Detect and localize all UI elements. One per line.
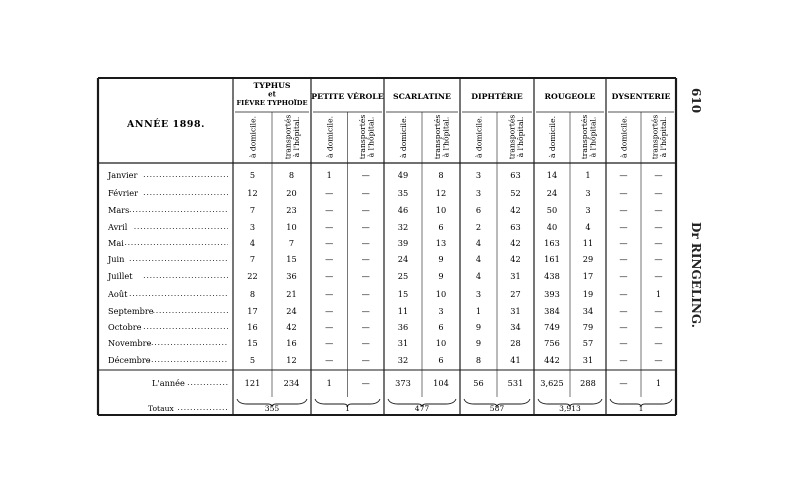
table-cell: — — [654, 222, 663, 232]
table-cell: 4 — [475, 254, 482, 264]
disease-name: DIPHTÉRIE — [471, 92, 523, 101]
table-cell: 63 — [510, 170, 521, 180]
subheader-transportes: transportés — [507, 114, 517, 160]
table-cell: 32 — [397, 355, 409, 365]
table-cell: 34 — [582, 306, 594, 316]
table-cell: 24 — [286, 306, 297, 316]
table-cell: — — [619, 289, 628, 299]
table-cell: 1 — [475, 306, 482, 316]
table-cell: 29 — [582, 254, 594, 264]
table-cell: 749 — [544, 322, 560, 332]
subheader-a-domicile: à domicile. — [325, 115, 335, 159]
table-cell: — — [619, 222, 628, 232]
subheader-transportes: à l'hôpital. — [659, 116, 668, 158]
table-cell: 23 — [286, 205, 297, 215]
table-cell: 46 — [397, 205, 409, 215]
table-cell: — — [325, 338, 334, 348]
table-cell: 8 — [249, 289, 256, 299]
table-cell: 31 — [582, 355, 594, 365]
table-cell: 6 — [438, 322, 444, 332]
table-cell: 9 — [438, 254, 444, 264]
table-cell: — — [361, 322, 370, 332]
table-cell: 9 — [438, 271, 444, 281]
row-label: Décembre — [108, 355, 151, 365]
subheader-transportes: transportés — [580, 114, 589, 160]
table-cell: — — [619, 306, 628, 316]
disease-name: PETITE VÉROLE — [311, 92, 384, 101]
subheader-a-domicile: à domicile. — [248, 115, 258, 159]
subheader-transportes: transportés — [650, 114, 660, 160]
table-cell: — — [325, 238, 334, 248]
table-cell: 393 — [544, 289, 560, 299]
table-cell: — — [325, 355, 334, 365]
subheader-transportes: à l'hôpital. — [441, 116, 451, 158]
table-cell: 7 — [288, 238, 295, 248]
table-cell: 8 — [288, 170, 295, 180]
table-cell: 24 — [546, 188, 558, 198]
table-cell: — — [619, 170, 628, 180]
table-cell: 12 — [286, 355, 297, 365]
table-cell: 6 — [438, 222, 444, 232]
table-cell: — — [361, 306, 370, 316]
row-label: Janvier — [108, 170, 138, 180]
year-cell: 531 — [507, 378, 524, 388]
year-cell: — — [361, 378, 370, 388]
table-cell: 16 — [247, 322, 258, 332]
year-cell: 121 — [244, 378, 261, 388]
table-cell: 57 — [582, 338, 594, 348]
table-cell: 1 — [326, 170, 332, 180]
table-cell: — — [325, 205, 334, 215]
table-cell: 2 — [475, 222, 482, 232]
page-number: 610 — [689, 88, 703, 114]
table-cell: — — [361, 238, 370, 248]
table-cell: 1 — [655, 289, 662, 299]
row-label: Septembre — [108, 306, 154, 316]
table-cell: 24 — [397, 254, 409, 264]
subheader-a-domicile: à domicile. — [399, 115, 408, 159]
table-cell: 39 — [397, 238, 409, 248]
table-cell: 4 — [475, 271, 482, 281]
table-cell: 1 — [585, 170, 591, 180]
subheader-transportes: transportés — [357, 114, 367, 160]
table-cell: 3 — [475, 170, 482, 180]
table-cell: 16 — [286, 338, 297, 348]
subheader-a-domicile: à domicile. — [474, 115, 484, 159]
year-cell: — — [619, 378, 628, 388]
total-cell: 587 — [489, 404, 505, 413]
disease-name: FIÈVRE TYPHOÏDE — [236, 99, 308, 107]
table-cell: 36 — [397, 322, 409, 332]
table-cell: 17 — [582, 271, 594, 281]
disease-name: ROUGEOLE — [544, 92, 596, 101]
table-cell: — — [654, 338, 663, 348]
table-cell: 40 — [546, 222, 558, 232]
table-cell: 3 — [585, 188, 591, 198]
table-cell: 3 — [249, 222, 256, 232]
subheader-transportes: à l'hôpital. — [588, 116, 598, 158]
table-cell: 163 — [544, 238, 560, 248]
table-cell: — — [361, 170, 370, 180]
table-cell: — — [361, 205, 370, 215]
total-cell: 1 — [345, 404, 350, 413]
row-label: Octobre — [108, 322, 142, 332]
table-cell: 3 — [475, 289, 482, 299]
table-cell: 52 — [510, 188, 521, 198]
year-header: ANNÉE 1898. — [127, 119, 205, 130]
subheader-transportes: transportés — [433, 114, 442, 160]
table-cell: 3 — [475, 188, 482, 198]
table-cell: 21 — [286, 289, 297, 299]
table-cell: 7 — [249, 205, 256, 215]
row-label: Août — [108, 289, 128, 299]
disease-name: DYSENTERIE — [611, 92, 671, 101]
table-cell: 13 — [435, 238, 447, 248]
table-cell: — — [654, 355, 663, 365]
table-cell: 10 — [435, 338, 447, 348]
table-cell: — — [325, 306, 334, 316]
table-cell: — — [361, 289, 370, 299]
table-cell: — — [325, 322, 334, 332]
totals-row-label: Totaux — [148, 404, 174, 413]
table-cell: 438 — [544, 271, 560, 281]
table-cell: — — [654, 170, 663, 180]
year-cell: 373 — [395, 378, 411, 388]
total-cell: 1 — [638, 404, 644, 413]
table-cell: 49 — [397, 170, 409, 180]
table-cell: 10 — [286, 222, 297, 232]
table-cell: 15 — [286, 254, 297, 264]
table-cell: 22 — [247, 271, 258, 281]
table-cell: 42 — [510, 238, 521, 248]
row-label: Avril — [108, 222, 128, 232]
table-cell: — — [619, 338, 628, 348]
table-cell: — — [619, 322, 628, 332]
table-cell: — — [361, 254, 370, 264]
subheader-transportes: à l'hôpital. — [366, 116, 376, 158]
table-cell: 15 — [247, 338, 258, 348]
table-cell: — — [619, 271, 628, 281]
table-cell: 756 — [544, 338, 560, 348]
table-cell: 31 — [397, 338, 409, 348]
table-cell: — — [361, 222, 370, 232]
subheader-a-domicile: à domicile. — [548, 115, 557, 159]
year-cell: 56 — [473, 378, 484, 388]
row-label: Mars — [108, 205, 130, 215]
year-cell: 288 — [580, 378, 596, 388]
table-cell: 20 — [286, 188, 297, 198]
year-cell: 234 — [283, 378, 300, 388]
table-cell: 42 — [286, 322, 297, 332]
table-cell: 3 — [585, 205, 591, 215]
table-cell: 4 — [475, 238, 482, 248]
total-cell: 355 — [264, 404, 280, 413]
table-cell: 79 — [582, 322, 594, 332]
row-label: Février — [108, 188, 138, 198]
table-cell: — — [654, 306, 663, 316]
table-cell: — — [361, 188, 370, 198]
table-cell: 14 — [546, 170, 558, 180]
table-cell: 6 — [475, 205, 482, 215]
table-cell: 35 — [397, 188, 409, 198]
row-label: Juin — [108, 254, 125, 264]
table-cell: — — [654, 254, 663, 264]
table-cell: — — [361, 355, 370, 365]
table-cell: 3 — [438, 306, 444, 316]
row-label: Novembre — [108, 338, 152, 348]
table-cell: — — [325, 222, 334, 232]
table-cell: 10 — [435, 289, 447, 299]
table-cell: — — [654, 188, 663, 198]
subheader-transportes: transportés — [283, 114, 293, 160]
subheader-transportes: à l'hôpital. — [516, 116, 525, 158]
year-cell: 1 — [326, 378, 332, 388]
subheader-transportes: à l'hôpital. — [292, 116, 301, 158]
table-cell: 161 — [544, 254, 560, 264]
table-cell: 5 — [249, 355, 256, 365]
subheader-a-domicile: à domicile. — [619, 115, 629, 159]
table-cell: 31 — [510, 271, 521, 281]
table-cell: — — [619, 238, 628, 248]
table-cell: — — [361, 338, 370, 348]
total-cell: 477 — [414, 404, 430, 413]
table-cell: 12 — [435, 188, 447, 198]
table-cell: 25 — [397, 271, 409, 281]
total-cell: 3,913 — [559, 404, 581, 413]
table-cell: — — [361, 271, 370, 281]
disease-name: et — [268, 89, 276, 99]
table-cell: 34 — [510, 322, 521, 332]
row-label: Juillet — [108, 271, 133, 281]
table-cell: 442 — [544, 355, 560, 365]
table-cell: — — [325, 271, 334, 281]
table-cell: 6 — [438, 355, 444, 365]
table-cell: — — [619, 188, 628, 198]
table-cell: — — [654, 271, 663, 281]
table-cell: 19 — [582, 289, 594, 299]
table-cell: — — [654, 238, 663, 248]
table-cell: 15 — [397, 289, 409, 299]
disease-name: TYPHUS — [253, 81, 291, 90]
table-cell: — — [654, 205, 663, 215]
table-cell: 9 — [475, 338, 482, 348]
year-row-label: L'année — [152, 378, 185, 388]
table-cell: 9 — [475, 322, 482, 332]
table-cell: — — [325, 254, 334, 264]
row-label: Mai — [108, 238, 124, 248]
table-cell: 7 — [249, 254, 256, 264]
table-cell: — — [654, 322, 663, 332]
table-cell: 42 — [510, 254, 521, 264]
table-cell: 42 — [510, 205, 521, 215]
table-cell: 11 — [582, 238, 594, 248]
table-cell: 17 — [247, 306, 258, 316]
table-cell: 41 — [510, 355, 521, 365]
table-cell: 50 — [546, 205, 558, 215]
table-cell: 63 — [510, 222, 521, 232]
table-cell: — — [619, 205, 628, 215]
table-cell: 5 — [249, 170, 256, 180]
author-running-head: Dr RINGELING. — [689, 222, 703, 328]
table-cell: 36 — [286, 271, 297, 281]
table-cell: — — [325, 289, 334, 299]
table-cell: — — [325, 188, 334, 198]
year-cell: 104 — [433, 378, 449, 388]
table-cell: 31 — [510, 306, 521, 316]
year-cell: 3,625 — [540, 378, 564, 388]
disease-name: SCARLATINE — [393, 92, 451, 101]
table-cell: 32 — [397, 222, 409, 232]
table-cell: 384 — [544, 306, 560, 316]
table-cell: — — [619, 355, 628, 365]
year-cell: 1 — [655, 378, 662, 388]
table-cell: 12 — [247, 188, 258, 198]
table-cell: 8 — [475, 355, 482, 365]
table-cell: 8 — [438, 170, 444, 180]
table-cell: — — [619, 254, 628, 264]
table-cell: 11 — [397, 306, 409, 316]
table-cell: 4 — [249, 238, 256, 248]
table-cell: 27 — [510, 289, 521, 299]
table-cell: 28 — [510, 338, 521, 348]
table-cell: 4 — [585, 222, 591, 232]
table-cell: 10 — [435, 205, 447, 215]
